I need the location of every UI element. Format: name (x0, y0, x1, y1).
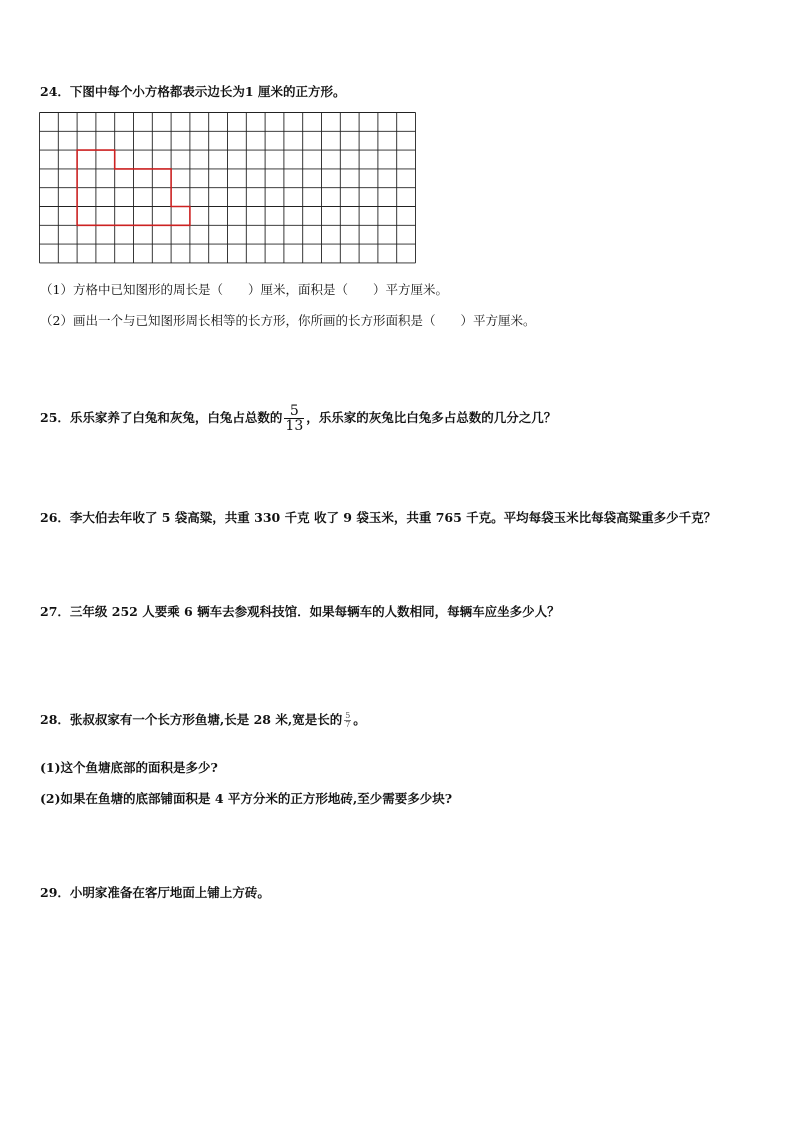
question-24-title: 24．下图中每个小方格都表示边长为1 厘米的正方形。 (40, 84, 346, 99)
fraction-denominator: 13 (285, 418, 304, 434)
question-29: 29．小明家准备在客厅地面上铺上方砖。 (40, 885, 270, 900)
fraction-numerator: 5 (289, 403, 299, 419)
fraction-numerator: 5 (345, 711, 351, 720)
question-25-text-after: ，乐乐家的灰兔比白兔多占总数的几分之几？ (306, 410, 557, 425)
question-28-text-before: 28．张叔叔家有一个长方形鱼塘,长是 28 米,宽是长的 (40, 712, 343, 727)
question-28-part-1: (1)这个鱼塘底部的面积是多少? (40, 760, 218, 775)
question-24-part-1: （1）方格中已知图形的周长是（ ）厘米，面积是（ ）平方厘米。 (40, 282, 448, 297)
question-28-part-2: (2)如果在鱼塘的底部铺面积是 4 平方分米的正方形地砖,至少需要多少块? (40, 791, 453, 806)
square-grid-figure (39, 112, 416, 264)
fraction-five-thirteenths (284, 404, 304, 433)
question-26: 26．李大伯去年收了 5 袋高粱，共重 330 千克 收了 9 袋玉米，共重 765 千克。平均每袋玉米比每袋高粱重多少千克？ (40, 510, 717, 525)
fraction-denominator: 7 (345, 720, 351, 729)
question-24-part-2: （2）画出一个与已知图形周长相等的长方形，你所画的长方形面积是（ ）平方厘米。 (40, 313, 536, 328)
fraction-five-sevenths (344, 712, 351, 729)
question-28 (40, 708, 366, 732)
question-27: 27．三年级 252 人要乘 6 辆车去参观科技馆．如果每辆车的人数相同，每辆车应坐多少人？ (40, 604, 560, 619)
question-25-text-before: 25．乐乐家养了白兔和灰兔，白兔占总数的 (40, 410, 283, 425)
question-28-text-after: 。 (353, 712, 366, 727)
question-25 (40, 404, 556, 433)
